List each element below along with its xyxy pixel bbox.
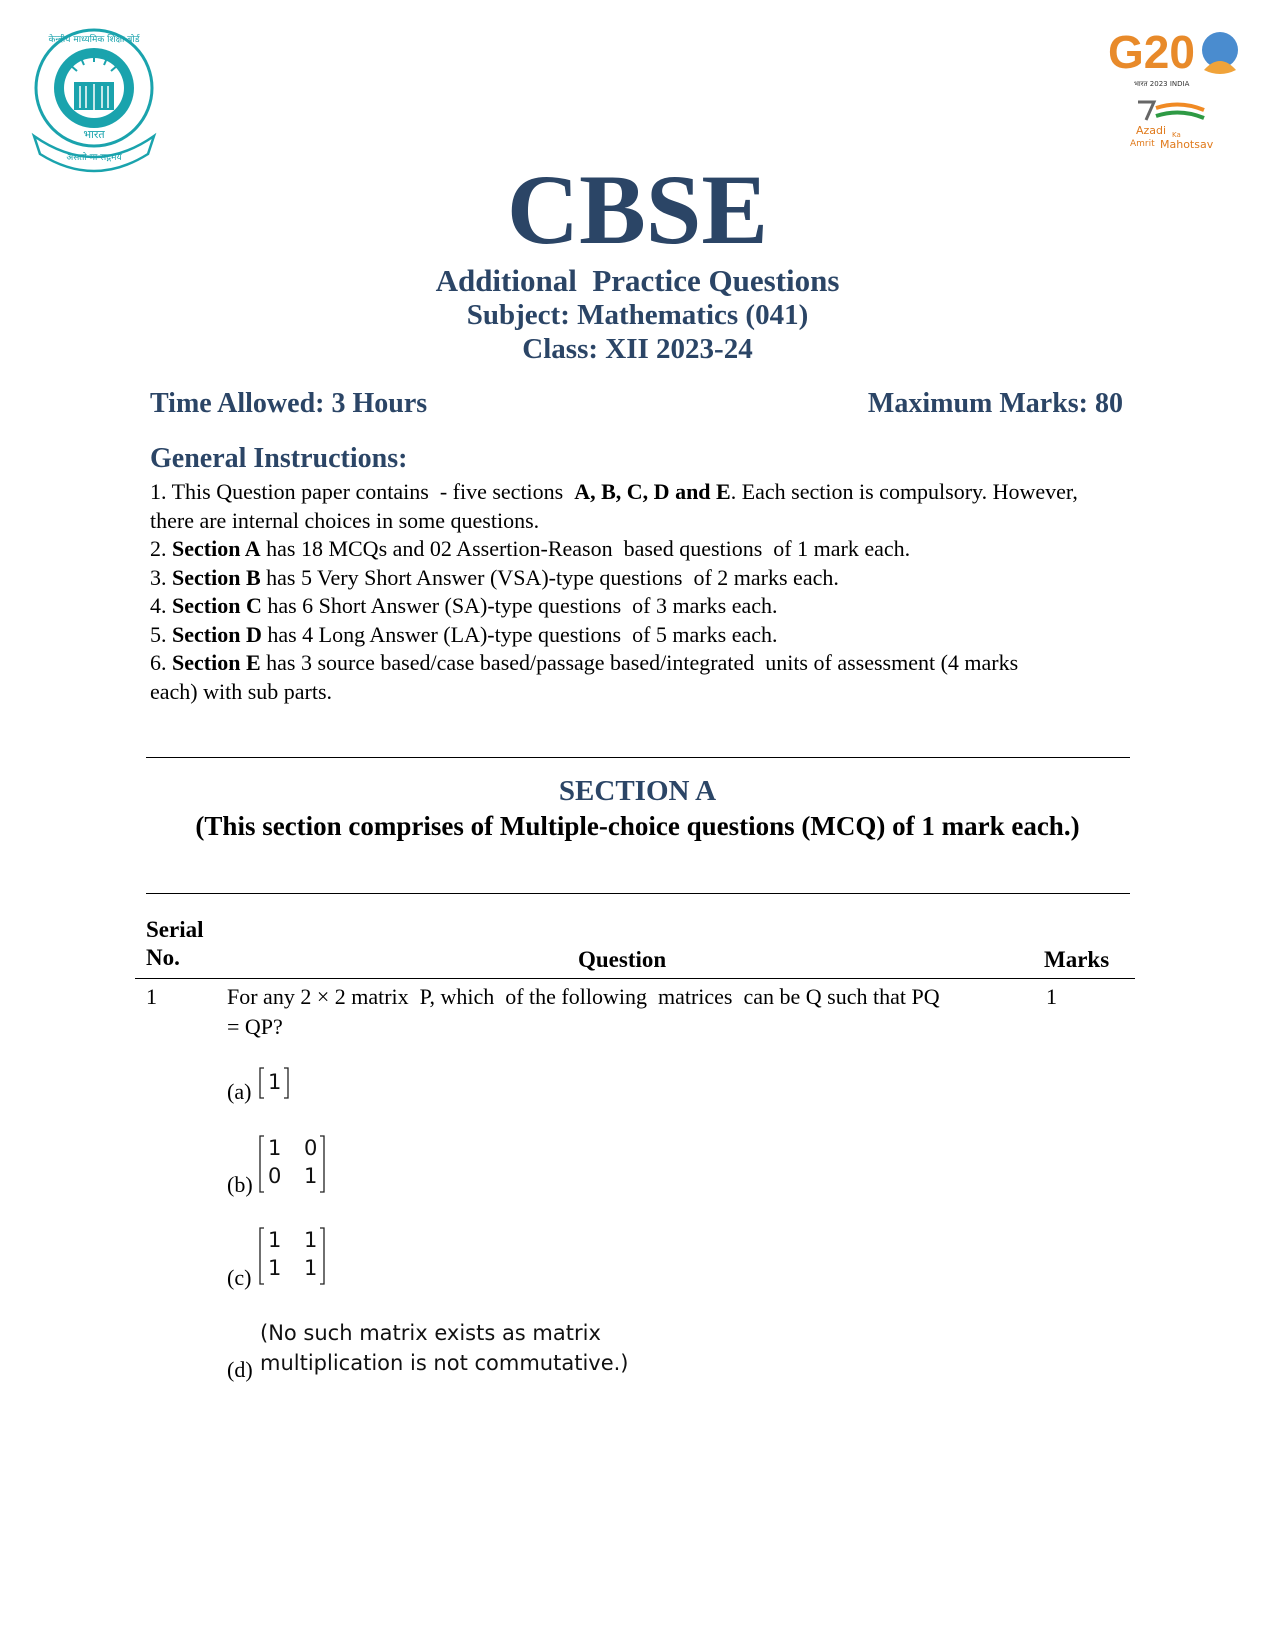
option-a-label: (a): [227, 1079, 252, 1104]
g20-logo: [1108, 24, 1250, 162]
instruction-item: 6. Section E has 3 source based/case based/passage based/integrated units of assessment (4 marks each) with sub parts.: [150, 650, 1024, 704]
option-c-matrix: 1 1 1 1: [258, 1226, 326, 1286]
page-title: CBSE: [506, 154, 769, 265]
option-d-label: (d): [227, 1357, 253, 1382]
g20-text: G20: [1108, 26, 1195, 78]
option-c-label: (c): [227, 1265, 252, 1290]
cbse-logo-text-mid: भारत: [83, 128, 105, 141]
instruction-item: 3. Section B has 5 Very Short Answer (VSA)-type questions of 2 marks each.: [150, 564, 839, 590]
amrit-text: Amrit: [1130, 139, 1155, 149]
subtitle-practice: Additional Practice Questions: [435, 263, 840, 298]
cbse-logo-text-top: केन्द्रीय माध्यमिक शिक्षा बोर्ड: [48, 35, 140, 45]
row-marks: 1: [1046, 984, 1057, 1009]
section-subtitle: (This section comprises of Multiple-choice questions (MCQ) of 1 mark each.): [195, 811, 1080, 841]
instruction-item: 1. This Question paper contains - five sections A, B, C, D and E. Each section is compulsory. However, there are internal choices in some questions.: [150, 479, 1078, 533]
option-b-label: (b): [227, 1172, 253, 1197]
table-header-rule: [135, 978, 1135, 979]
subtitle-subject: Subject: Mathematics (041): [466, 299, 809, 331]
time-allowed: Time Allowed: 3 Hours: [150, 388, 428, 419]
cbse-logo-text-bottom: असतो मा सद्गमय: [66, 153, 122, 163]
instructions-list: [150, 478, 1090, 706]
instruction-item: 4. Section C has 6 Short Answer (SA)-type questions of 3 marks each.: [150, 593, 778, 618]
azadi-ka-text: Ka: [1172, 131, 1181, 139]
divider: [146, 893, 1130, 894]
instruction-item: 5. Section D has 4 Long Answer (LA)-type questions of 5 marks each.: [150, 621, 778, 647]
option-a-matrix: 1: [258, 1066, 290, 1100]
row-serial: 1: [146, 984, 157, 1009]
section-title: SECTION A: [558, 775, 717, 807]
subtitle-class: Class: XII 2023-24: [522, 333, 753, 365]
option-d-text: (No such matrix exists as matrix multiplication is not commutative.): [260, 1321, 629, 1375]
divider: [146, 757, 1130, 758]
azadi-text: Azadi: [1136, 124, 1167, 137]
column-header-serial: Serial No.: [146, 917, 204, 970]
g20-caption: भारत 2023 INDIA: [1134, 80, 1190, 88]
mahotsav-text: Mahotsav: [1160, 138, 1214, 151]
column-header-question: Question: [578, 947, 667, 972]
column-header-marks: Marks: [1044, 947, 1110, 972]
instruction-item: 2. Section A has 18 MCQs and 02 Assertion-Reason based questions of 1 mark each.: [150, 536, 911, 561]
question-text: For any 2 × 2 matrix P, which of the following matrices can be Q such that PQ = QP?: [227, 984, 940, 1039]
instructions-heading: General Instructions:: [150, 443, 408, 474]
maximum-marks: Maximum Marks: 80: [867, 388, 1123, 419]
option-b-matrix: 1 0 0 1: [258, 1134, 326, 1194]
